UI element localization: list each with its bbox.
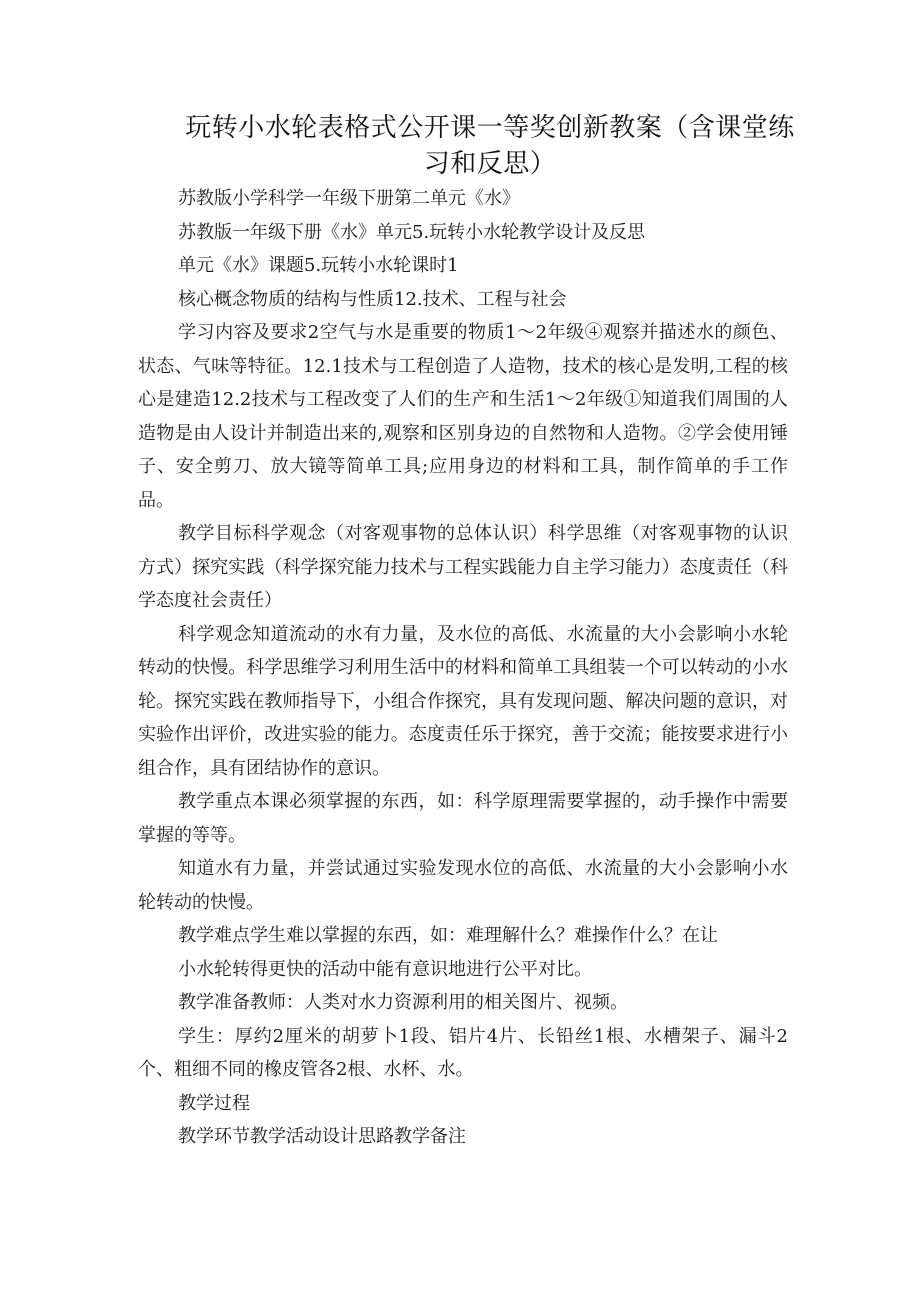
- paragraph: 小水轮转得更快的活动中能有意识地进行公平对比。: [178, 958, 592, 980]
- paragraph: 教学过程: [178, 1092, 250, 1114]
- paragraph: 知道水有力量，并尝试通过实验发现水位的高低、水流量的大小会影响小水轮转动的快慢。: [138, 858, 788, 913]
- paragraph: 苏教版小学科学一年级下册第二单元《水》: [178, 188, 520, 209]
- paragraph: 教学重点本课必须掌握的东西，如：科学原理需要掌握的，动手操作中需要掌握的等等。: [138, 791, 788, 846]
- paragraph: 科学观念知道流动的水有力量，及水位的高低、水流量的大小会影响小水轮转动的快慢。科学思维学习利用生活中的材料和简单工具组装一个可以转动的小水轮。探究实践在教师指导下，小组合作探究，具有发现问题、解决问题的意识，对实验作出评价，改进实验的能力。态度责任乐于探究，善于交流；能按要求进行小组合作，具有团结协作的意识。: [138, 623, 788, 779]
- paragraph: 教学准备教师：人类对水力资源利用的相关图片、视频。: [178, 992, 628, 1013]
- paragraph: 学生：厚约2厘米的胡萝卜1段、铝片4片、长铅丝1根、水槽架子、漏斗2个、粗细不同的橡皮管各2根、水杯、水。: [138, 1025, 788, 1080]
- paragraph: 教学目标科学观念（对客观事物的总体认识）科学思维（对客观事物的认识方式）探究实践（科学探究能力技术与工程实践能力自主学习能力）态度责任（科学态度社会责任）: [138, 523, 788, 611]
- document-body: [138, 182, 788, 1154]
- document-title: 玩转小水轮表格式公开课一等奖创新教案（含课堂练习和反思）: [185, 113, 795, 179]
- paragraph: 教学难点学生难以掌握的东西，如：难理解什么？难操作什么？在让: [178, 925, 718, 946]
- paragraph: 教学环节教学活动设计思路教学备注: [178, 1126, 466, 1147]
- paragraph: 苏教版一年级下册《水》单元5.玩转小水轮教学设计及反思: [178, 221, 646, 243]
- paragraph: 学习内容及要求2空气与水是重要的物质1～2年级④观察并描述水的颜色、状态、气味等特征。12.1技术与工程创造了人造物，技术的核心是发明,工程的核心是建造12.2技术与工程改变了人们的生产和生活1～2年级①知道我们周围的人造物是由人设计并制造出来的,观察和区别身边的自然物和人造物。②学会使用锤子、安全剪刀、放大镜等简单工具;应用身边的材料和工具，制作简单的手工作品。: [138, 322, 788, 511]
- paragraph: 单元《水》课题5.玩转小水轮课时1: [178, 255, 459, 276]
- paragraph: 核心概念物质的结构与性质12.技术、工程与社会: [178, 288, 567, 310]
